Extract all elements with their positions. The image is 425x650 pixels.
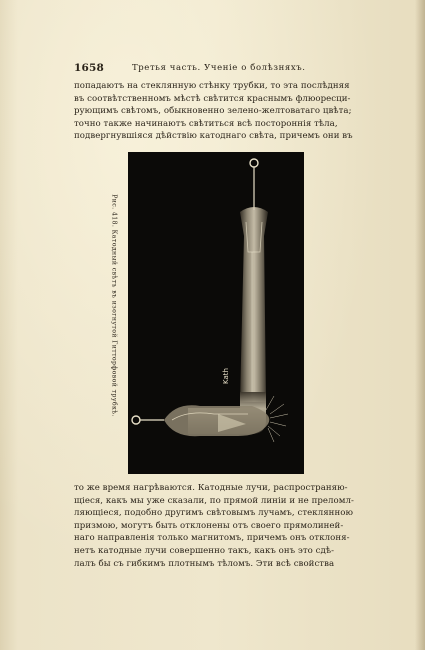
tube-vertical	[240, 207, 268, 402]
text-line: подвергнувшiяся дѣйствiю катоднаго свѣта, причемъ они въ	[74, 131, 353, 142]
text-line: въ соотвѣтственномъ мѣстѣ свѣтится краснымъ флюоресци-	[74, 93, 351, 104]
cathode-bulb	[164, 405, 269, 436]
text-line: лалъ бы съ гибкимъ плотнымъ тѣломъ. Эти всѣ свойства	[74, 558, 335, 569]
text-line: наго направленiя только магнитомъ, причемъ онъ отклоня-	[74, 533, 350, 544]
page-number: 1658	[74, 62, 105, 74]
cathode-ring	[132, 416, 140, 424]
text-line: рующимъ свѣтомъ, обыкновенно зелено-желтоватаго цвѣта;	[74, 106, 352, 117]
cathode-tube-engraving	[128, 152, 304, 474]
text-line: ляющiеся, подобно другимъ свѣтовымъ лучамъ, стеклянною	[74, 508, 353, 519]
figure-label-kath: Kath	[222, 368, 230, 384]
bottom-paragraph	[74, 482, 356, 570]
figure-illustration	[128, 152, 304, 474]
figure-caption-text: Рис. 418. Катодный свѣтъ въ изогнутой Гитторфовой трубкѣ.	[110, 194, 118, 417]
text-line: призмою, могутъ быть отклонены отъ своего прямолиней-	[74, 520, 344, 531]
running-title: Третья часть. Ученiе о болѣзняхъ.	[132, 63, 306, 73]
figure-caption	[108, 178, 120, 438]
top-paragraph	[74, 80, 356, 143]
page-edge-shadow	[415, 0, 425, 650]
text-line: попадаютъ на стеклянную стѣнку трубки, то эта послѣдняя	[74, 81, 350, 91]
running-header	[74, 62, 354, 76]
text-line: то же время нагрѣваются. Катодные лучи, распространяю-	[74, 483, 348, 493]
text-line: точно также начинаютъ свѣтиться всѣ постороннiя тѣла,	[74, 118, 338, 129]
text-line: нетъ катодные лучи совершенно такъ, какъ онъ это сдѣ-	[74, 545, 335, 556]
text-line: щiеся, какъ мы уже сказали, по прямой линiи и не преломл-	[74, 495, 354, 506]
glow-rays	[266, 396, 288, 442]
anode-ring	[250, 159, 258, 167]
